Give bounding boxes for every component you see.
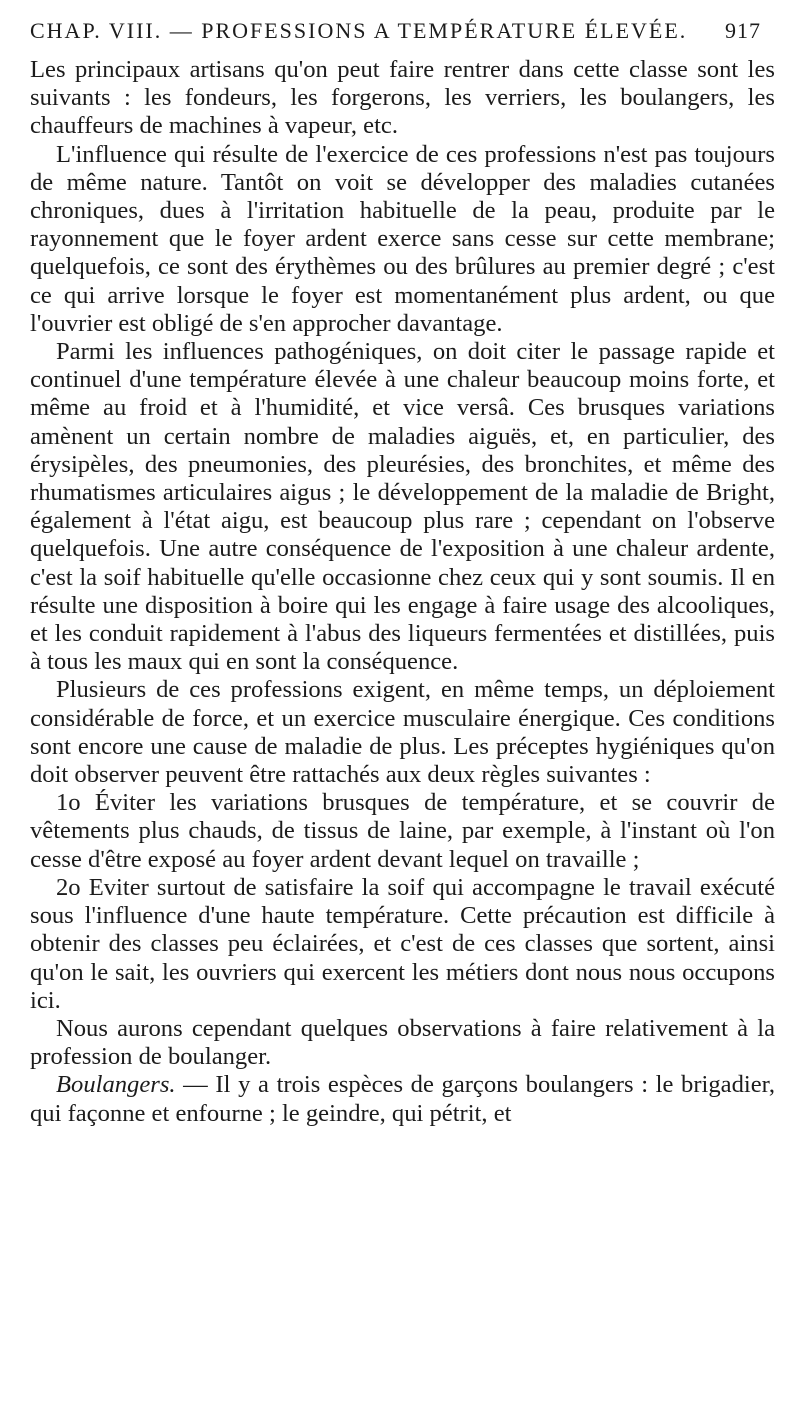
section-heading-boulangers: Boulangers. bbox=[56, 1071, 176, 1099]
paragraph-7: Nous aurons cependant quelques observations à faire relativement à la profession de boulanger. bbox=[30, 1014, 775, 1071]
chapter-title: CHAP. VIII. — PROFESSIONS A TEMPÉRATURE ÉLEVÉE. bbox=[30, 18, 688, 43]
running-header bbox=[30, 18, 775, 44]
paragraph-8-text: — Il y a trois espèces de garçons boulangers : le brigadier, qui façonne et enfourne ; le geindre, qui pétrit, et bbox=[30, 1071, 775, 1127]
paragraph-5: 1o Éviter les variations brusques de température, et se couvrir de vêtements plus chauds, de tissus de laine, par exemple, à l'instant où l'on cesse d'être exposé au foyer ardent devant lequel on travaille ; bbox=[30, 789, 775, 873]
page-number: 917 bbox=[725, 18, 761, 43]
body-text bbox=[30, 56, 775, 1128]
book-page bbox=[30, 18, 775, 1128]
paragraph-3: Parmi les influences pathogéniques, on doit citer le passage rapide et continuel d'une température élevée à une chaleur beaucoup moins forte, et même au froid et à l'humidité, et vice versâ. Ces brusques variations amènent un certain nombre de maladies aiguës, et, en particulier, des érysipèles, des pneumonies, des pleurésies, des bronchites, et même des rhumatismes articulaires aigus ; le développement de la maladie de Bright, également à l'état aigu, est beaucoup plus rare ; cependant on l'observe quelquefois. Une autre conséquence de l'exposition à une chaleur ardente, c'est la soif habituelle qu'elle occasionne chez ceux qui y sont soumis. Il en résulte une disposition à boire qui les engage à faire usage des alcooliques, et les conduit rapidement à l'abus des liqueurs fermentées et distillées, puis à tous les maux qui en sont la conséquence. bbox=[30, 338, 775, 676]
paragraph-6: 2o Eviter surtout de satisfaire la soif qui accompagne le travail exécuté sous l'influence d'une haute température. Cette précaution est difficile à obtenir des classes peu éclairées, et c'est de ces classes que sortent, ainsi qu'on le sait, les ouvriers qui exercent les métiers dont nous nous occupons ici. bbox=[30, 873, 775, 1014]
paragraph-2: L'influence qui résulte de l'exercice de ces professions n'est pas toujours de même nature. Tantôt on voit se développer des maladies cutanées chroniques, dues à l'irritation habituelle de la peau, produite par le rayonnement que le foyer ardent exerce sans cesse sur cette membrane; quelquefois, ce sont des érythèmes ou des brûlures au premier degré ; c'est ce qui arrive lorsque le foyer est momentanément plus ardent, ou que l'ouvrier est obligé de s'en approcher davantage. bbox=[30, 140, 775, 337]
paragraph-8 bbox=[30, 1071, 775, 1127]
paragraph-1: Les principaux artisans qu'on peut faire rentrer dans cette classe sont les suivants : les fondeurs, les forgerons, les verriers, les boulangers, les chauffeurs de machines à vapeur, etc. bbox=[30, 56, 775, 140]
paragraph-4: Plusieurs de ces professions exigent, en même temps, un déploiement considérable de force, et un exercice musculaire énergique. Ces conditions sont encore une cause de maladie de plus. Les préceptes hygiéniques qu'on doit observer peuvent être rattachés aux deux règles suivantes : bbox=[30, 676, 775, 789]
